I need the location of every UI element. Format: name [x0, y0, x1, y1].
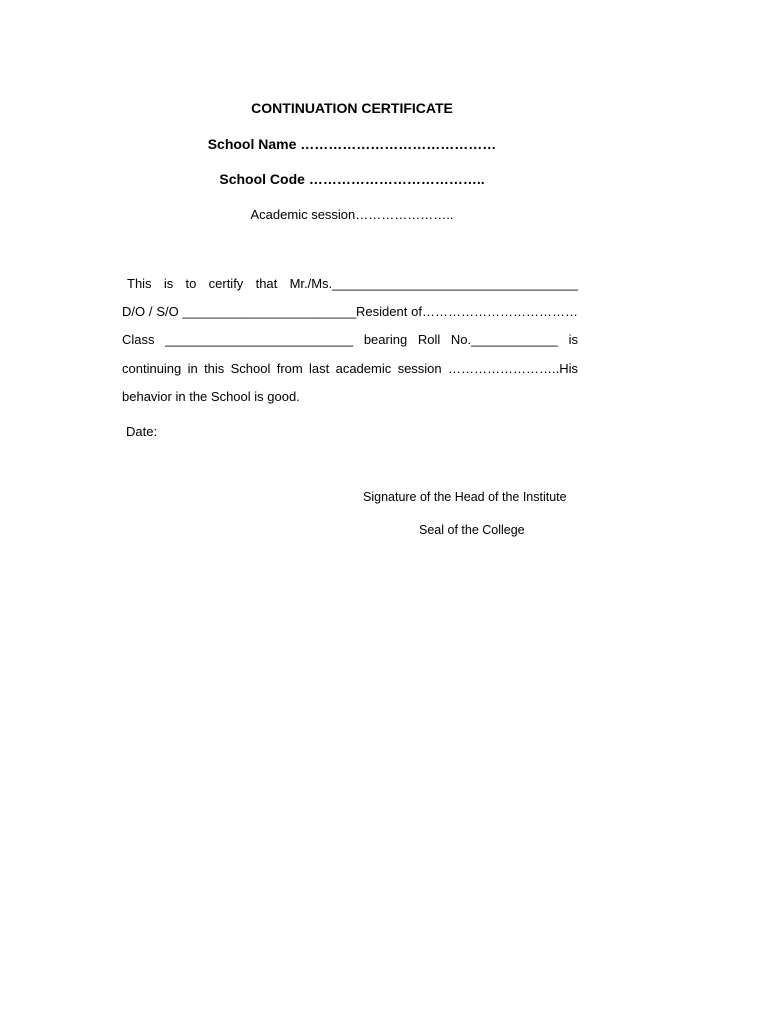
school-code-field: School Code ………………………………..: [219, 171, 485, 187]
body-word: academic: [335, 361, 392, 376]
body-word: continuing: [122, 361, 182, 376]
body-line-5: [122, 389, 578, 407]
body-word: ________________________Resident: [182, 304, 408, 319]
body-line-4: [122, 361, 578, 379]
academic-session-field: Academic session…………………..: [250, 207, 454, 222]
body-word: this: [204, 361, 225, 376]
school-name-field: School Name ……………………………………: [207, 136, 497, 152]
body-word: This: [127, 276, 152, 291]
body-word: bearing: [363, 332, 408, 347]
body-word: certify: [208, 276, 244, 291]
body-word: Roll: [417, 332, 441, 347]
body-word: D/O: [122, 304, 146, 319]
body-line-2: [122, 304, 578, 322]
body-word: Class: [122, 332, 155, 347]
body-word: that: [255, 276, 278, 291]
body-word: /: [148, 304, 153, 319]
body-word: No.____________: [450, 332, 558, 347]
seal-label: Seal of the College: [419, 523, 525, 537]
body-word: behavior in the School is good.: [122, 389, 300, 404]
body-word: S/O: [156, 304, 179, 319]
body-line-3: [122, 332, 578, 350]
body-word: School: [230, 361, 271, 376]
certificate-title: CONTINUATION CERTIFICATE: [251, 100, 453, 116]
body-word: from: [276, 361, 303, 376]
body-line-1: [122, 276, 578, 294]
body-word: session: [397, 361, 442, 376]
body-word: last: [309, 361, 330, 376]
body-word: ……………………..His: [447, 361, 578, 376]
signature-label: Signature of the Head of the Institute: [363, 490, 567, 504]
body-word: is: [568, 332, 578, 347]
body-word: is: [163, 276, 174, 291]
body-word: in: [187, 361, 198, 376]
body-word: Mr./Ms.__________________________________: [289, 276, 578, 291]
body-word: of………………………………: [411, 304, 578, 319]
date-label: Date:: [126, 424, 158, 439]
body-word: to: [185, 276, 197, 291]
body-word: __________________________: [165, 332, 354, 347]
